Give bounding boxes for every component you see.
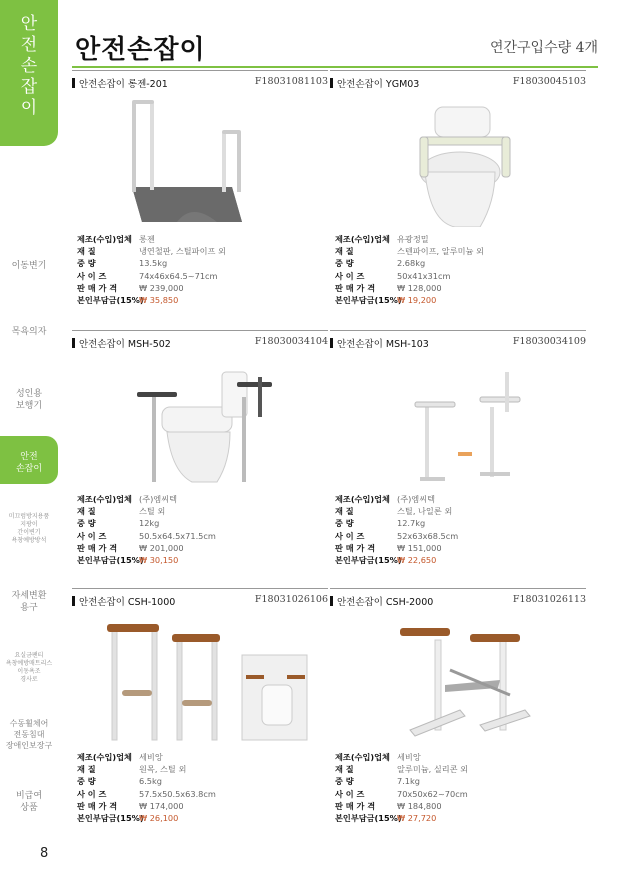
sidebar-item-misc-aids[interactable]: 미끄럼방지용품 지팡이 간이변기 욕창예방방석 — [8, 513, 50, 544]
product-name: 안전손잡이 CSH-1000 — [72, 594, 175, 608]
active-category-title-text: 안전손잡이 — [20, 14, 38, 118]
product-name: 안전손잡이 CSH-2000 — [330, 594, 433, 608]
product-header — [330, 70, 586, 89]
product-specs: 제조(수입)업체 (주)엠씨텍 재 질 스틸 외 중 량 12kg 사 이 즈 50.5x64.5x71.5cm 판 매 가 격 ₩ 201,000 본인부담금(15%) ₩ 30,150 — [77, 494, 216, 566]
sidebar-item-non-covered[interactable]: 비급여 상품 — [15, 791, 43, 813]
product-image — [340, 352, 576, 487]
product-specs: 제조(수입)업체 (주)엠씨텍 재 질 스틸, 나일론 외 중 량 12.7kg 사 이 즈 52x63x68.5cm 판 매 가 격 ₩ 151,000 본인부담금(15%) ₩ 22,650 — [335, 494, 459, 566]
sidebar-item-bath-chair[interactable]: 목욕의자 — [11, 327, 47, 337]
product-card[interactable] — [72, 70, 328, 316]
product-specs: 제조(수입)업체 롱젠 재 질 냉연철판, 스틸파이프 외 중 량 13.5kg 사 이 즈 74x46x64.5~71cm 판 매 가 격 ₩ 239,000 본인부담금(15%) ₩ 35,850 — [77, 234, 226, 306]
sidebar-item-incontinence[interactable]: 요실금팬티 욕창예방매트리스 이동욕조 경사로 — [5, 652, 53, 683]
product-card[interactable] — [72, 588, 328, 834]
product-code: F18030034104 — [254, 336, 328, 347]
product-header — [72, 70, 328, 89]
sidebar-item-wheelchair[interactable]: 수동휠체어 전동침대 장애인보장구 — [5, 719, 53, 750]
product-card[interactable] — [330, 330, 586, 576]
product-name: 안전손잡이 롱젠-201 — [72, 76, 168, 90]
product-card[interactable] — [330, 70, 586, 316]
page-number: 8 — [40, 846, 49, 861]
product-card[interactable] — [330, 588, 586, 834]
sidebar-item-walker[interactable]: 성인용 보행기 — [15, 389, 43, 411]
annual-quantity: 연간구입수량 4개 — [489, 40, 598, 56]
active-category-title — [14, 14, 44, 119]
sidebar-item-posture[interactable]: 자세변환 용구 — [11, 591, 47, 613]
product-specs: 제조(수입)업체 유광정밀 재 질 스텐파이프, 알루미늄 외 중 량 2.68kg 사 이 즈 50x41x31cm 판 매 가 격 ₩ 128,000 본인부담금(15%) ₩ 19,200 — [335, 234, 484, 306]
product-header — [330, 588, 586, 607]
product-image — [340, 610, 576, 745]
header-divider — [72, 66, 598, 68]
product-code: F18031026106 — [254, 594, 328, 605]
product-image — [82, 610, 318, 745]
sidebar-item-commode[interactable]: 이동변기 — [11, 261, 47, 271]
product-code: F18030034109 — [512, 336, 586, 347]
product-header — [72, 330, 328, 349]
product-specs: 제조(수입)업체 세비앙 재 질 원목, 스틸 외 중 량 6.5kg 사 이 즈 57.5x50.5x63.8cm 판 매 가 격 ₩ 174,000 본인부담금(15%) ₩ 26,100 — [77, 752, 216, 824]
product-name: 안전손잡이 MSH-502 — [72, 336, 171, 350]
page-title: 안전손잡이 — [75, 35, 206, 65]
product-card[interactable] — [72, 330, 328, 576]
product-image — [340, 92, 576, 227]
product-image — [82, 92, 318, 227]
product-code: F18031081103 — [254, 76, 328, 87]
product-header — [72, 588, 328, 607]
product-name: 안전손잡이 YGM03 — [330, 76, 419, 90]
sidebar-item-safety-handle[interactable]: 안전 손잡이 — [0, 436, 58, 484]
product-name: 안전손잡이 MSH-103 — [330, 336, 429, 350]
product-header — [330, 330, 586, 349]
product-image — [82, 352, 318, 487]
product-specs: 제조(수입)업체 세비앙 재 질 알루미늄, 실리콘 외 중 량 7.1kg 사 이 즈 70x50x62~70cm 판 매 가 격 ₩ 184,800 본인부담금(15%) ₩ 27,720 — [335, 752, 469, 824]
product-code: F18031026113 — [512, 594, 586, 605]
product-code: F18030045103 — [512, 76, 586, 87]
category-sidebar — [0, 0, 58, 876]
